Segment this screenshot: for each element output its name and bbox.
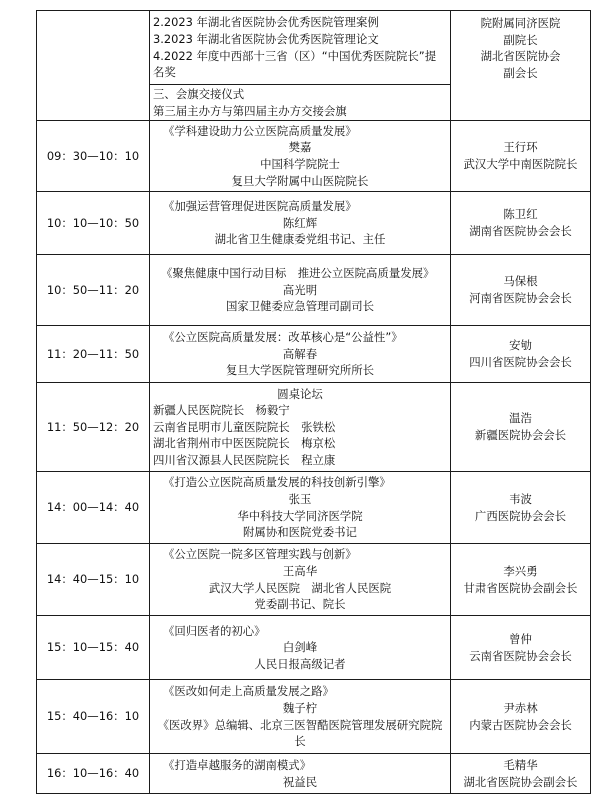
content-cell [150, 616, 451, 680]
speaker-role: 国家卫健委应急管理司副司长 [225, 299, 375, 314]
talk-title: 《聚焦健康中国行动目标 推进公立医院高质量发展》 [161, 266, 435, 281]
time-cell: 10：10—10：50 [37, 192, 150, 255]
speaker-role: 华中科技大学同济医学院 [237, 508, 363, 523]
host-name: 尹赤林 [503, 700, 538, 715]
talk-title: 《学科建设助力公立医院高质量发展》 [163, 123, 357, 138]
host-role: 新疆医院协会会长 [474, 428, 567, 442]
content-cell [150, 754, 451, 794]
speaker-role: 《医改界》总编辑、北京三医智酷医院管理发展研究院院长 [157, 717, 443, 749]
talk-title: 《公立医院高质量发展：改革核心是“公益性”》 [163, 330, 403, 345]
section-title: 三、会旗交接仪式 [153, 86, 245, 101]
award-line: 4.2022 年度中西部十三省（区）“中国优秀医院院长”提名奖 [153, 48, 437, 80]
talk-title: 《加强运营管理促进医院高质量发展》 [163, 199, 357, 214]
speaker-role: 党委副书记、院长 [254, 597, 346, 612]
table-row [37, 472, 591, 544]
host-role: 云南省医院协会会长 [469, 648, 572, 663]
speaker-role: 湖北省卫生健康委党组书记、主任 [214, 232, 386, 247]
speaker-name: 樊嘉 [288, 140, 312, 155]
host-role: 武汉大学中南医院院长 [463, 157, 578, 171]
time-cell: 09：30—10：10 [37, 121, 150, 192]
time-cell [37, 11, 150, 121]
content-cell [150, 11, 451, 85]
table-row [37, 326, 591, 383]
host-cell [451, 383, 591, 472]
forum-guest: 四川省汉源县人民医院院长 程立康 [153, 452, 336, 467]
host-name: 毛精华 [503, 757, 538, 772]
speaker-name: 祝益民 [282, 774, 318, 789]
host-role: 广西医院协会会长 [474, 508, 567, 523]
speaker-name: 张玉 [288, 491, 312, 506]
content-cell [150, 255, 451, 326]
award-line: 3.2023 年湖北省医院协会优秀医院管理论文 [153, 31, 379, 46]
host-name: 马保根 [503, 274, 538, 289]
talk-title: 《公立医院一院多区管理实践与创新》 [163, 547, 357, 562]
table-row [37, 11, 591, 85]
forum-guest: 湖北省荆州市中医医院院长 梅京松 [153, 436, 336, 451]
talk-title: 《打造卓越服务的湖南模式》 [163, 757, 312, 772]
content-cell [150, 192, 451, 255]
speaker-name: 陈红辉 [282, 215, 318, 230]
host-name: 韦波 [509, 491, 532, 506]
host-cell [451, 192, 591, 255]
content-cell [150, 680, 451, 754]
table-row [37, 680, 591, 754]
table-row [37, 754, 591, 794]
host-role: 湖南省医院协会会长 [469, 224, 572, 238]
host-cell [451, 326, 591, 383]
section-detail: 第三届主办方与第四届主办方交接会旗 [153, 103, 347, 118]
host-cell [451, 754, 591, 794]
host-name: 安劬 [509, 338, 532, 353]
content-cell [150, 472, 451, 544]
time-cell: 14：40—15：10 [37, 544, 150, 616]
host-name: 曾仲 [509, 631, 532, 646]
speaker-role: 武汉大学人民医院 湖北省人民医院 [208, 580, 392, 595]
time-cell: 15：10—15：40 [37, 616, 150, 680]
host-cell [451, 680, 591, 754]
table-row [37, 192, 591, 255]
talk-title: 《医改如何走上高质量发展之路》 [163, 684, 334, 699]
host-line: 湖北省医院协会 [480, 49, 561, 64]
host-role: 内蒙古医院协会会长 [469, 717, 572, 732]
host-line: 副会长 [503, 65, 538, 80]
table-row [37, 544, 591, 616]
host-line: 院附属同济医院 [480, 16, 561, 30]
time-cell: 11：20—11：50 [37, 326, 150, 383]
host-name: 温浩 [509, 411, 532, 426]
host-cell [451, 616, 591, 680]
speaker-name: 魏子柠 [282, 700, 318, 715]
forum-title: 圆桌论坛 [277, 386, 323, 401]
time-cell: 11：50—12：20 [37, 383, 150, 472]
host-cell [451, 472, 591, 544]
speaker-role: 中国科学院院士 [260, 157, 340, 171]
host-cell [451, 121, 591, 192]
speaker-role: 附属协和医院党委书记 [243, 525, 357, 540]
speaker-role: 人民日报高级记者 [254, 656, 346, 671]
content-cell [150, 326, 451, 383]
host-line: 副院长 [503, 32, 538, 47]
table-row [37, 383, 591, 472]
content-cell [150, 121, 451, 192]
time-cell: 15：40—16：10 [37, 680, 150, 754]
content-cell [150, 383, 451, 472]
talk-title: 《打造公立医院高质量发展的科技创新引擎》 [163, 475, 391, 490]
table-row [37, 121, 591, 192]
time-cell: 14：00—14：40 [37, 472, 150, 544]
host-name: 王行环 [503, 140, 538, 155]
speaker-name: 高解春 [282, 346, 318, 361]
host-role: 河南省医院协会会长 [469, 291, 572, 305]
table-row [37, 255, 591, 326]
host-role: 甘肃省医院协会副会长 [463, 580, 578, 595]
speaker-role: 复旦大学医院管理研究所所长 [225, 363, 375, 378]
speaker-role: 复旦大学附属中山医院院长 [231, 173, 369, 188]
time-cell: 10：50—11：20 [37, 255, 150, 326]
award-line: 2.2023 年湖北省医院协会优秀医院管理案例 [153, 15, 379, 30]
speaker-name: 白剑峰 [282, 640, 318, 655]
speaker-name: 高光明 [282, 282, 318, 297]
host-role: 湖北省医院协会副会长 [463, 774, 578, 789]
host-cell [451, 11, 591, 121]
time-cell: 16：10—16：40 [37, 754, 150, 794]
content-cell [150, 85, 451, 121]
host-role: 四川省医院协会会长 [469, 355, 572, 369]
forum-guest: 云南省昆明市儿童医院院长 张铁松 [153, 419, 336, 434]
host-cell [451, 255, 591, 326]
forum-guest: 新疆人民医院院长 杨毅宁 [153, 403, 290, 418]
content-cell [150, 544, 451, 616]
table-row [37, 616, 591, 680]
schedule-table [36, 10, 591, 794]
host-name: 陈卫红 [503, 207, 538, 222]
talk-title: 《回归医者的初心》 [163, 623, 266, 638]
speaker-name: 王高华 [282, 563, 318, 578]
host-name: 李兴勇 [503, 563, 538, 578]
host-cell [451, 544, 591, 616]
